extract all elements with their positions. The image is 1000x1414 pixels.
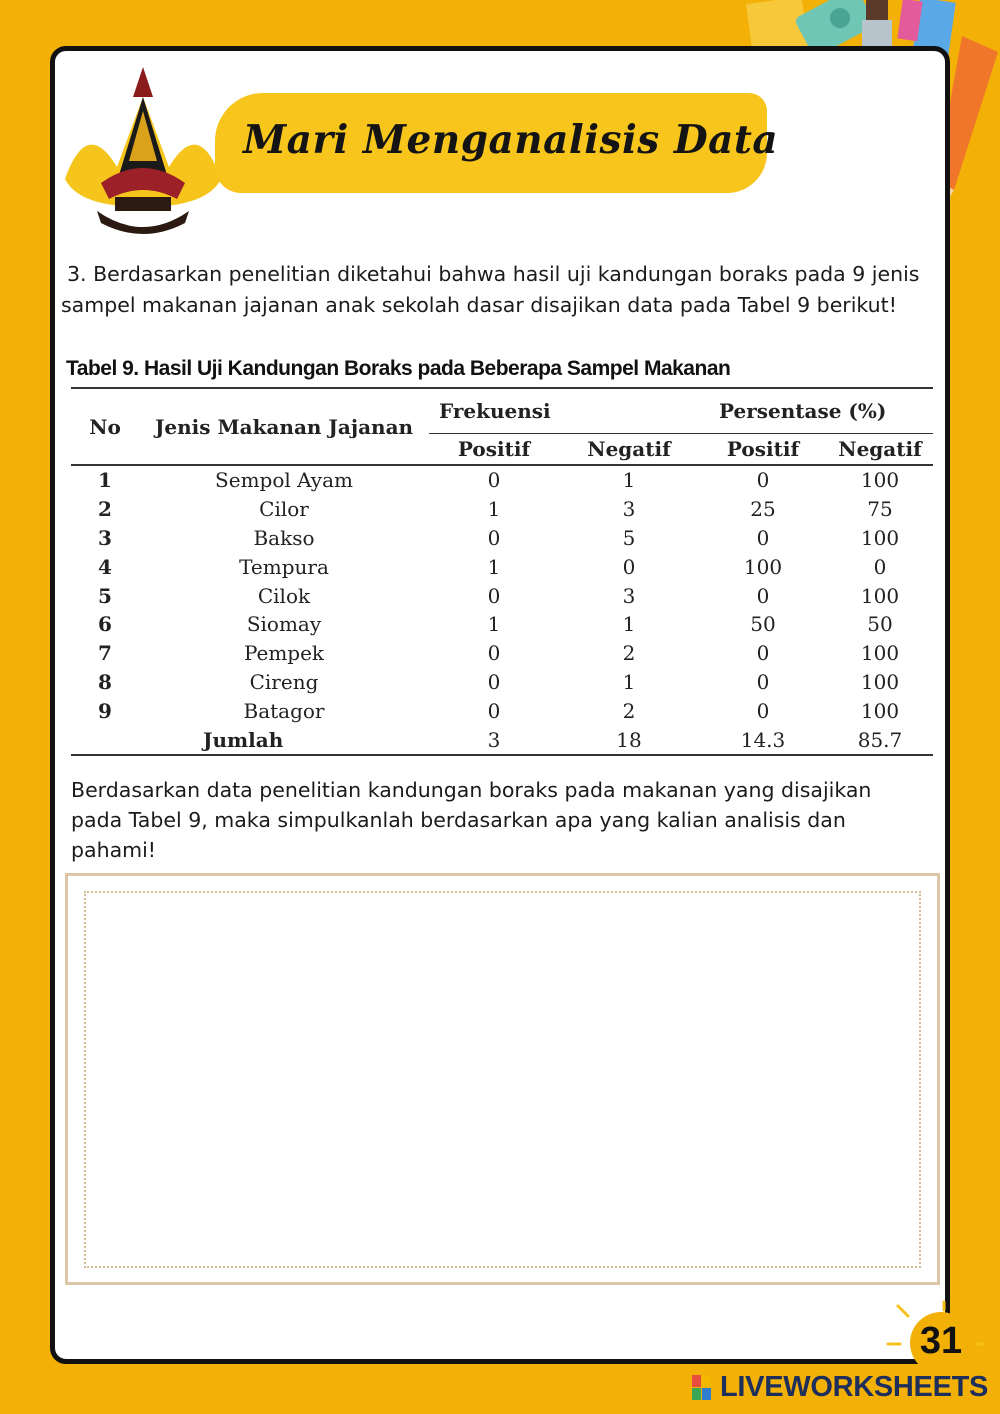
brand-watermark: LIVEWORKSHEETS (720, 1371, 989, 1403)
row-freq-pos: 0 (487, 583, 501, 608)
row-pct-neg: 100 (860, 468, 900, 493)
table-total-row (71, 725, 933, 755)
row-freq-pos: 0 (487, 698, 501, 723)
row-freq-neg: 1 (622, 669, 636, 694)
row-freq-neg: 2 (622, 698, 636, 723)
answer-area (84, 891, 921, 1268)
row-no: 6 (98, 612, 112, 637)
header-pct-positif: Positif (699, 434, 827, 466)
row-name: Cilor (259, 497, 309, 522)
answer-input[interactable] (86, 893, 919, 1266)
total-label: Jumlah (139, 725, 429, 755)
table-row (71, 610, 933, 639)
table-row (71, 668, 933, 697)
row-freq-pos: 0 (487, 669, 501, 694)
row-no: 4 (98, 554, 112, 579)
table-row (71, 696, 933, 725)
instruction-line-2: pada Tabel 9, maka simpulkanlah berdasarkan apa yang kalian analisis dan (71, 808, 846, 832)
row-pct-neg: 100 (860, 669, 900, 694)
total-pct-neg: 85.7 (827, 725, 933, 755)
header-freq-positif: Positif (429, 434, 559, 466)
row-no: 1 (98, 468, 112, 493)
question-line-2: sampel makanan jajanan anak sekolah dasar disajikan data pada Tabel 9 berikut! (61, 293, 897, 317)
row-pct-neg: 50 (867, 612, 893, 637)
row-freq-neg: 3 (622, 497, 636, 522)
row-freq-neg: 0 (622, 554, 636, 579)
row-freq-neg: 2 (622, 641, 636, 666)
row-pct-neg: 100 (860, 698, 900, 723)
row-name: Tempura (239, 554, 329, 579)
row-name: Bakso (253, 525, 315, 550)
row-freq-pos: 1 (487, 497, 501, 522)
total-pct-pos: 14.3 (699, 725, 827, 755)
siger-emblem-icon (57, 57, 229, 235)
row-freq-neg: 1 (622, 468, 636, 493)
row-freq-neg: 3 (622, 583, 636, 608)
liveworksheets-logo-icon (692, 1375, 722, 1401)
row-no: 9 (98, 698, 112, 723)
row-pct-neg: 75 (867, 497, 893, 522)
instruction-line-3: pahami! (71, 838, 157, 862)
row-pct-pos: 0 (756, 525, 770, 550)
header-jenis: Jenis Makanan Jajanan (139, 388, 429, 465)
worksheet-page (50, 46, 950, 1364)
page-title: Mari Menganalisis Data (243, 117, 779, 163)
row-no: 2 (98, 497, 112, 522)
instruction-text (71, 775, 931, 865)
row-pct-pos: 0 (756, 641, 770, 666)
row-pct-pos: 0 (756, 468, 770, 493)
row-no: 5 (98, 583, 112, 608)
table-row (71, 552, 933, 581)
table-row (71, 639, 933, 668)
header-frekuensi: Frekuensi (429, 388, 699, 434)
row-no: 7 (98, 641, 112, 666)
instruction-line-1: Berdasarkan data penelitian kandungan boraks pada makanan yang disajikan (71, 778, 872, 802)
title-banner (215, 93, 779, 193)
row-name: Siomay (246, 612, 322, 637)
row-pct-neg: 0 (873, 554, 887, 579)
table-row (71, 524, 933, 553)
row-name: Batagor (243, 698, 325, 723)
answer-box (65, 873, 940, 1285)
row-pct-pos: 100 (743, 554, 783, 579)
row-no: 3 (98, 525, 112, 550)
question-line-1: 3. Berdasarkan penelitian diketahui bahwa hasil uji kandungan boraks pada 9 jenis (67, 262, 920, 286)
table-row (71, 581, 933, 610)
total-freq-pos: 3 (429, 725, 559, 755)
row-no: 8 (98, 669, 112, 694)
row-freq-pos: 1 (487, 612, 501, 637)
total-freq-neg: 18 (559, 725, 699, 755)
question-text (61, 259, 945, 321)
row-pct-neg: 100 (860, 583, 900, 608)
row-pct-pos: 0 (756, 583, 770, 608)
row-pct-pos: 25 (750, 497, 776, 522)
page-number: 31 (919, 1320, 963, 1362)
total-empty-cell (71, 725, 139, 755)
row-pct-neg: 100 (860, 641, 900, 666)
row-pct-pos: 0 (756, 698, 770, 723)
row-name: Cilok (257, 583, 311, 608)
table-row (71, 495, 933, 524)
page-number-badge (884, 1300, 984, 1380)
row-freq-neg: 5 (622, 525, 636, 550)
header-no: No (71, 388, 139, 465)
header-pct-negatif: Negatif (827, 434, 933, 466)
row-freq-pos: 0 (487, 525, 501, 550)
row-pct-pos: 50 (750, 612, 776, 637)
row-name: Pempek (243, 641, 325, 666)
row-freq-pos: 0 (487, 641, 501, 666)
row-name: Cireng (249, 669, 319, 694)
boraks-table (71, 387, 933, 756)
table-caption: Tabel 9. Hasil Uji Kandungan Boraks pada Beberapa Sampel Makanan (66, 357, 731, 380)
header-freq-negatif: Negatif (559, 434, 699, 466)
table-row (71, 465, 933, 495)
row-name: Sempol Ayam (215, 468, 353, 493)
row-pct-pos: 0 (756, 669, 770, 694)
row-freq-pos: 1 (487, 554, 501, 579)
row-pct-neg: 100 (860, 525, 900, 550)
header-persentase: Persentase (%) (699, 388, 933, 434)
row-freq-neg: 1 (622, 612, 636, 637)
row-freq-pos: 0 (487, 468, 501, 493)
